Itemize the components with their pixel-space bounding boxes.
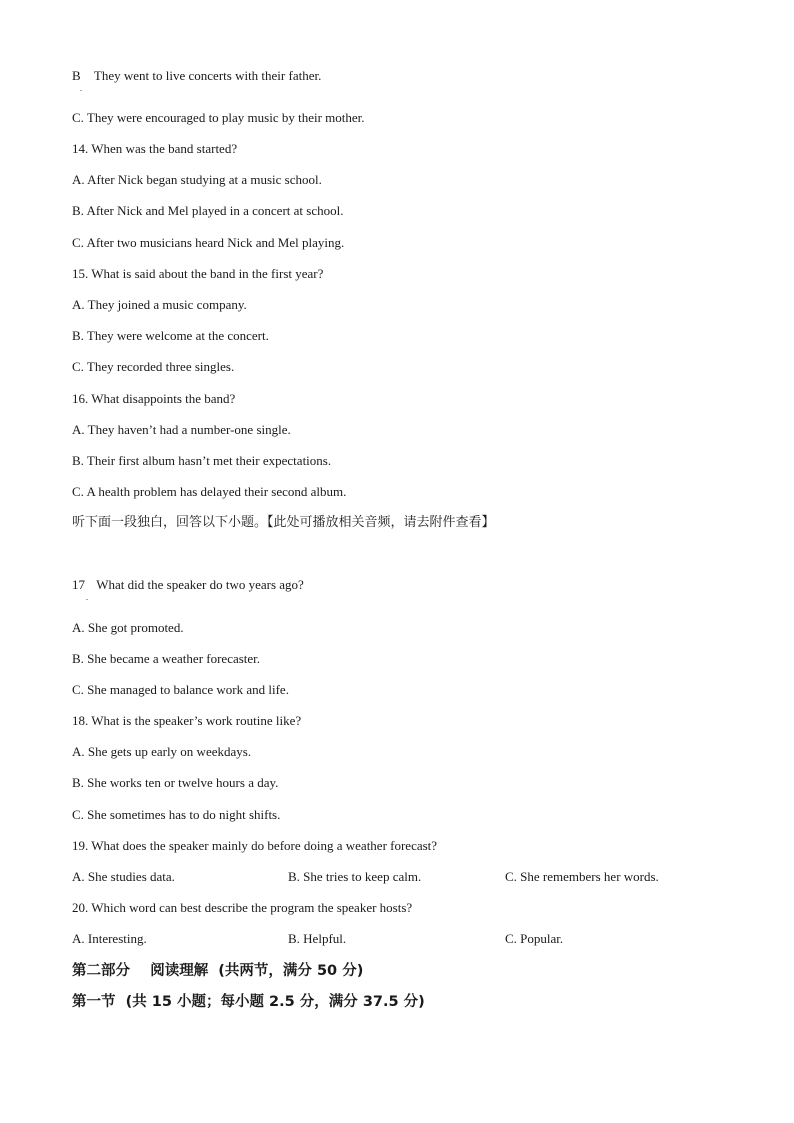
option-18b: B. She works ten or twelve hours a day. [72, 775, 279, 790]
question-19: 19. What does the speaker mainly do before doing a weather forecast? [72, 838, 438, 853]
section-one-heading: 第一节 (共 15 小题；每小题 2.5 分，满分 37.5 分) [72, 994, 425, 1010]
stray-dot: . [86, 593, 88, 602]
option-17c: C. She managed to balance work and life. [72, 682, 289, 697]
option-18a: A. She gets up early on weekdays. [72, 744, 252, 759]
listening-instruction: 听下面一段独白，回答以下小题。【此处可播放相关音频，请去附件查看】 [72, 515, 495, 530]
option-13c: C. They were encouraged to play music by their mother. [72, 110, 365, 125]
option-16c: C. A health problem has delayed their second album. [72, 484, 347, 499]
option-letter: B [72, 68, 81, 83]
question-text: What did the speaker do two years ago? [96, 577, 304, 592]
option-text: They went to live concerts with their father. [93, 68, 322, 83]
question-17 [72, 577, 304, 593]
question-18: 18. What is the speaker’s work routine like? [72, 713, 302, 728]
option-15b: B. They were welcome at the concert. [72, 328, 269, 343]
option-20b: B. Helpful. [288, 931, 347, 946]
question-16: 16. What disappoints the band? [72, 391, 236, 406]
option-19b: B. She tries to keep calm. [288, 869, 422, 884]
option-17b: B. She became a weather forecaster. [72, 651, 261, 666]
part-two-heading: 第二部分 阅读理解 (共两节，满分 50 分) [72, 963, 364, 979]
option-15c: C. They recorded three singles. [72, 359, 235, 374]
option-18c: C. She sometimes has to do night shifts. [72, 807, 281, 822]
option-16b: B. Their first album hasn’t met their expectations. [72, 453, 332, 468]
question-20: 20. Which word can best describe the program the speaker hosts? [72, 900, 413, 915]
question-number: 17 [72, 577, 85, 592]
option-19c: C. She remembers her words. [505, 869, 659, 884]
option-17a: A. She got promoted. [72, 620, 184, 635]
option-14c: C. After two musicians heard Nick and Mel playing. [72, 235, 345, 250]
option-20a: A. Interesting. [72, 931, 147, 946]
option-16a: A. They haven’t had a number-one single. [72, 422, 291, 437]
question-14: 14. When was the band started? [72, 141, 238, 156]
option-15a: A. They joined a music company. [72, 297, 247, 312]
option-14a: A. After Nick began studying at a music school. [72, 172, 322, 187]
option-19a: A. She studies data. [72, 869, 175, 884]
question-15: 15. What is said about the band in the first year? [72, 266, 324, 281]
option-20c: C. Popular. [505, 931, 564, 946]
option-13b [72, 68, 321, 84]
option-14b: B. After Nick and Mel played in a concert at school. [72, 203, 344, 218]
stray-dot: . [80, 84, 82, 93]
